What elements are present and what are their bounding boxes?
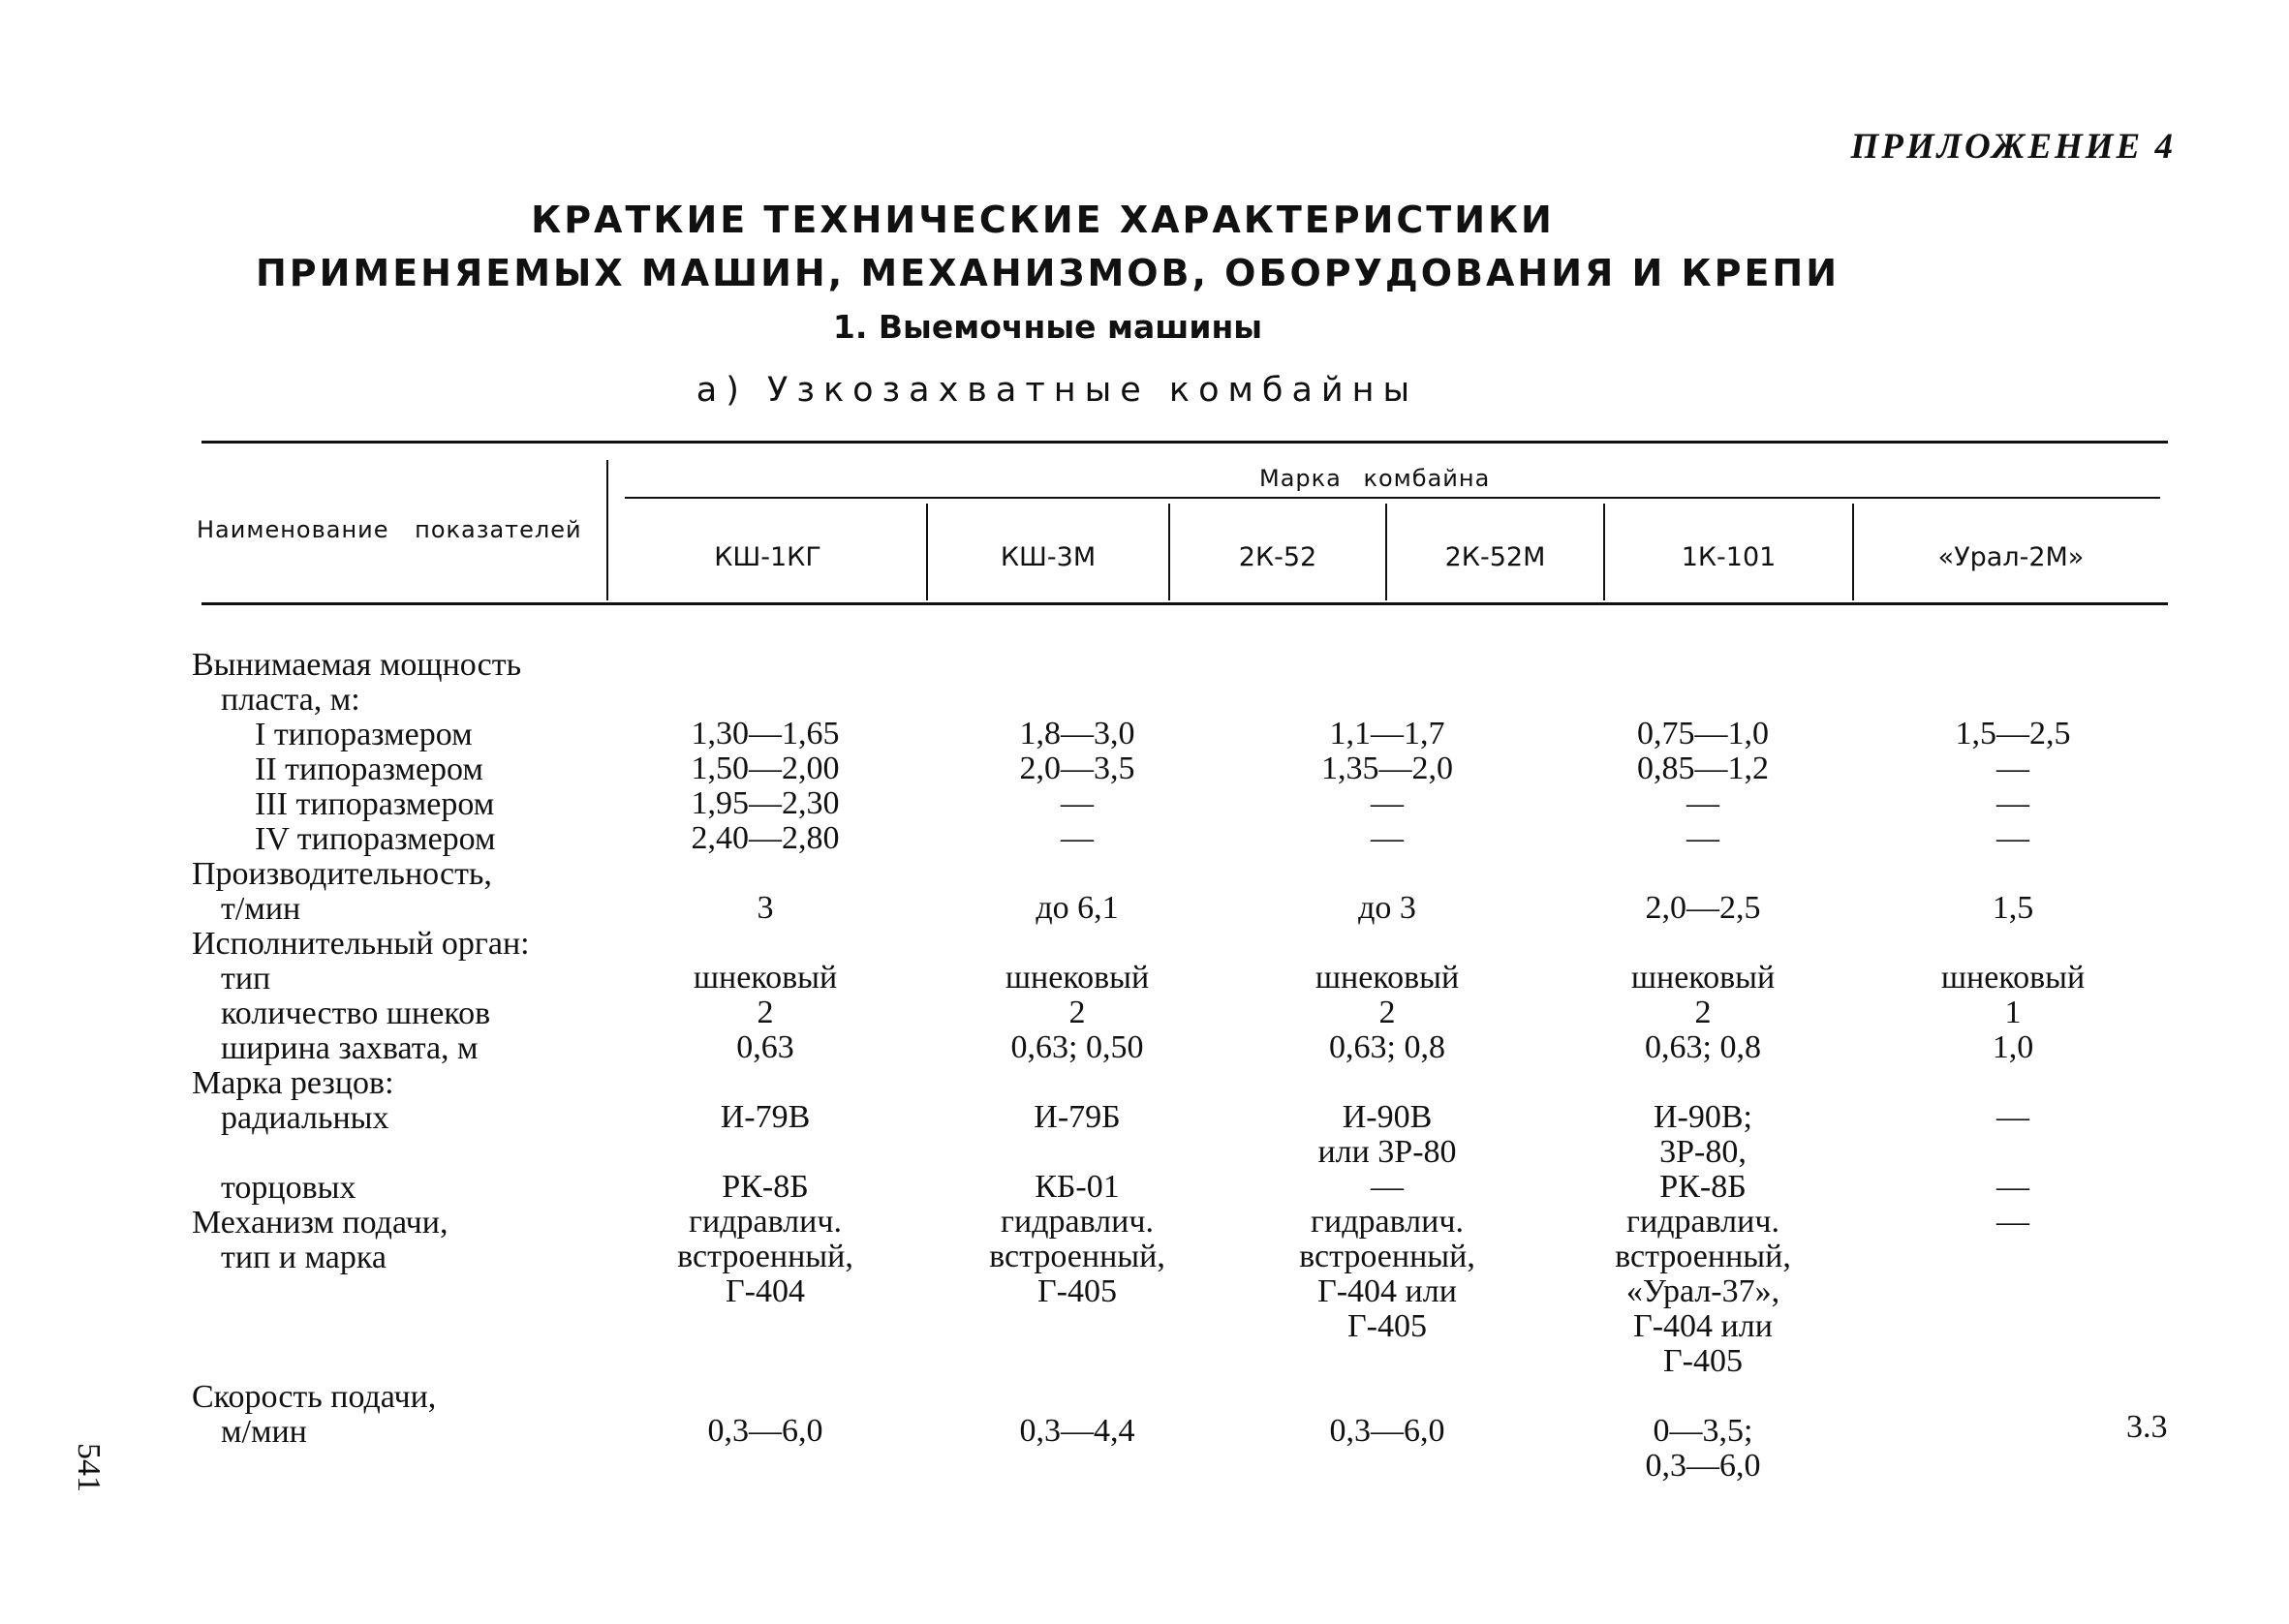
table-cell: шнековый bbox=[1005, 960, 1150, 996]
table-cell: 2 bbox=[1068, 995, 1086, 1030]
table-cell: 0,63; 0,8 bbox=[1329, 1029, 1445, 1065]
table-cell: 2,0—2,5 bbox=[1645, 890, 1761, 926]
row-label: тип bbox=[221, 961, 271, 996]
table-cell: — bbox=[1996, 1099, 2029, 1135]
table-cell: РК-8Б bbox=[1659, 1169, 1747, 1205]
table-cell: РК-8Б bbox=[722, 1169, 809, 1205]
table-cell: — bbox=[1996, 1169, 2029, 1205]
table-cell: 0,85—1,2 bbox=[1637, 751, 1769, 786]
table-cell: 0,3—4,4 bbox=[1019, 1413, 1135, 1449]
table-cell: 2,40—2,80 bbox=[691, 820, 840, 856]
table-cell: И-79Б bbox=[1034, 1099, 1121, 1135]
table-cell: — bbox=[1371, 820, 1404, 856]
row-label: ширина захвата, м bbox=[221, 1030, 479, 1066]
table-cell: 2,0—3,5 bbox=[1019, 751, 1135, 786]
group-header-rule bbox=[625, 497, 2160, 499]
model-header-2: КШ-3М bbox=[1000, 542, 1097, 572]
table-cell: 1,5 bbox=[1992, 890, 2034, 926]
row-label: Исполнительный орган: bbox=[192, 926, 530, 962]
table-cell: встроенный, bbox=[677, 1239, 853, 1274]
model-header-4: 2К-52М bbox=[1444, 542, 1546, 572]
row-label: IV типоразмером bbox=[255, 821, 496, 857]
row-label: м/мин bbox=[221, 1414, 307, 1450]
header-bottom-rule bbox=[201, 602, 2168, 605]
row-label: Вынимаемая мощность bbox=[192, 647, 522, 683]
table-cell: гидравлич. bbox=[1626, 1204, 1779, 1240]
row-label: III типоразмером bbox=[255, 786, 495, 822]
table-cell: «Урал-37», bbox=[1625, 1273, 1780, 1309]
table-cell: 1,95—2,30 bbox=[691, 785, 840, 821]
table-cell: 0—3,5; bbox=[1653, 1413, 1753, 1449]
row-label: тип и марка bbox=[221, 1240, 387, 1275]
row-label: Скорость подачи, bbox=[192, 1379, 437, 1415]
table-cell: до 6,1 bbox=[1036, 890, 1119, 926]
table-cell: 0,3—6,0 bbox=[1645, 1448, 1761, 1484]
table-cell: встроенный, bbox=[1299, 1239, 1475, 1274]
table-cell: КБ-01 bbox=[1035, 1169, 1120, 1205]
table-cell: встроенный, bbox=[989, 1239, 1165, 1274]
table-cell: 0,63; 0,8 bbox=[1645, 1029, 1761, 1065]
table-cell: 1,30—1,65 bbox=[691, 716, 840, 751]
column-divider bbox=[606, 460, 608, 600]
table-cell: 0,3—6,0 bbox=[707, 1413, 823, 1449]
table-cell: 2 bbox=[1694, 995, 1712, 1030]
table-cell: Г-404 или bbox=[1317, 1273, 1457, 1309]
table-cell: шнековый bbox=[1940, 960, 2086, 996]
table-cell: — bbox=[1996, 785, 2029, 821]
table-cell: 0,3—6,0 bbox=[1329, 1413, 1445, 1449]
table-cell: шнековый bbox=[1315, 960, 1460, 996]
subsection-heading: а) Узкозахватные комбайны bbox=[696, 371, 1419, 410]
table-cell: 1,1—1,7 bbox=[1329, 716, 1445, 751]
margin-mark: 3.3 bbox=[2126, 1409, 2168, 1445]
table-cell: Г-404 bbox=[726, 1273, 805, 1309]
table-cell: 1 bbox=[2004, 995, 2022, 1030]
table-cell: шнековый bbox=[693, 960, 838, 996]
row-label: пласта, м: bbox=[221, 682, 360, 718]
page-number: 541 bbox=[71, 1443, 107, 1492]
table-cell: 1,50—2,00 bbox=[691, 751, 840, 786]
table-cell: Г-405 bbox=[1663, 1343, 1743, 1379]
row-label: радиальных bbox=[221, 1100, 389, 1136]
table-cell: встроенный, bbox=[1615, 1239, 1791, 1274]
model-header-1: КШ-1КГ bbox=[714, 542, 821, 572]
appendix-label: ПРИЛОЖЕНИЕ 4 bbox=[1850, 127, 2176, 167]
header-model-group: Марка комбайна bbox=[1259, 465, 1491, 492]
table-cell: 3 bbox=[757, 890, 774, 926]
row-label: Механизм подачи, bbox=[192, 1205, 449, 1241]
table-cell: — bbox=[1996, 820, 2029, 856]
row-label: торцовых bbox=[221, 1170, 356, 1206]
table-cell: 0,63; 0,50 bbox=[1010, 1029, 1144, 1065]
row-label: II типоразмером bbox=[255, 751, 483, 787]
table-cell: 3Р-80, bbox=[1659, 1134, 1747, 1170]
row-label: количество шнеков bbox=[221, 996, 491, 1031]
table-cell: шнековый bbox=[1630, 960, 1776, 996]
table-cell: — bbox=[1996, 751, 2029, 786]
table-cell: — bbox=[1371, 785, 1404, 821]
table-cell: 2 bbox=[1378, 995, 1396, 1030]
table-cell: Г-404 или bbox=[1633, 1308, 1773, 1344]
table-cell: гидравлич. bbox=[1001, 1204, 1154, 1240]
title-line-1: КРАТКИЕ ТЕХНИЧЕСКИЕ ХАРАКТЕРИСТИКИ bbox=[531, 199, 1555, 241]
table-cell: И-79В bbox=[720, 1099, 811, 1135]
table-cell: до 3 bbox=[1358, 890, 1416, 926]
table-cell: И-90В bbox=[1342, 1099, 1433, 1135]
table-cell: 2 bbox=[757, 995, 774, 1030]
section-heading: 1. Выемочные машины bbox=[832, 308, 1263, 346]
row-label: т/мин bbox=[221, 891, 301, 927]
table-cell: гидравлич. bbox=[1311, 1204, 1464, 1240]
table-cell: Г-405 bbox=[1347, 1308, 1427, 1344]
row-label: Марка резцов: bbox=[192, 1065, 394, 1101]
table-cell: гидравлич. bbox=[689, 1204, 842, 1240]
model-header-3: 2К-52 bbox=[1238, 542, 1317, 572]
table-cell: — bbox=[1686, 820, 1719, 856]
title-line-2: ПРИМЕНЯЕМЫХ МАШИН, МЕХАНИЗМОВ, ОБОРУДОВАНИЯ И КРЕПИ bbox=[255, 252, 1840, 294]
table-cell: 1,0 bbox=[1992, 1029, 2034, 1065]
row-label: I типоразмером bbox=[255, 717, 473, 752]
row-label: Производительность, bbox=[192, 856, 492, 892]
table-cell: 1,8—3,0 bbox=[1019, 716, 1135, 751]
table-cell: — bbox=[1996, 1204, 2029, 1240]
header-parameter-name: Наименование показателей bbox=[197, 516, 582, 543]
table-cell: 0,75—1,0 bbox=[1637, 716, 1769, 751]
table-cell: 0,63 bbox=[736, 1029, 794, 1065]
table-cell: — bbox=[1371, 1169, 1404, 1205]
table-cell: — bbox=[1061, 785, 1094, 821]
table-cell: 1,35—2,0 bbox=[1321, 751, 1453, 786]
table-cell: или 3Р-80 bbox=[1317, 1134, 1457, 1170]
table-top-rule bbox=[201, 441, 2168, 444]
table-cell: — bbox=[1061, 820, 1094, 856]
table-cell: — bbox=[1686, 785, 1719, 821]
table-cell: И-90В; bbox=[1654, 1099, 1752, 1135]
model-header-5: 1К-101 bbox=[1681, 542, 1777, 572]
table-cell: Г-405 bbox=[1037, 1273, 1117, 1309]
model-header-6: «Урал-2М» bbox=[1937, 542, 2085, 572]
table-cell: 1,5—2,5 bbox=[1955, 716, 2071, 751]
